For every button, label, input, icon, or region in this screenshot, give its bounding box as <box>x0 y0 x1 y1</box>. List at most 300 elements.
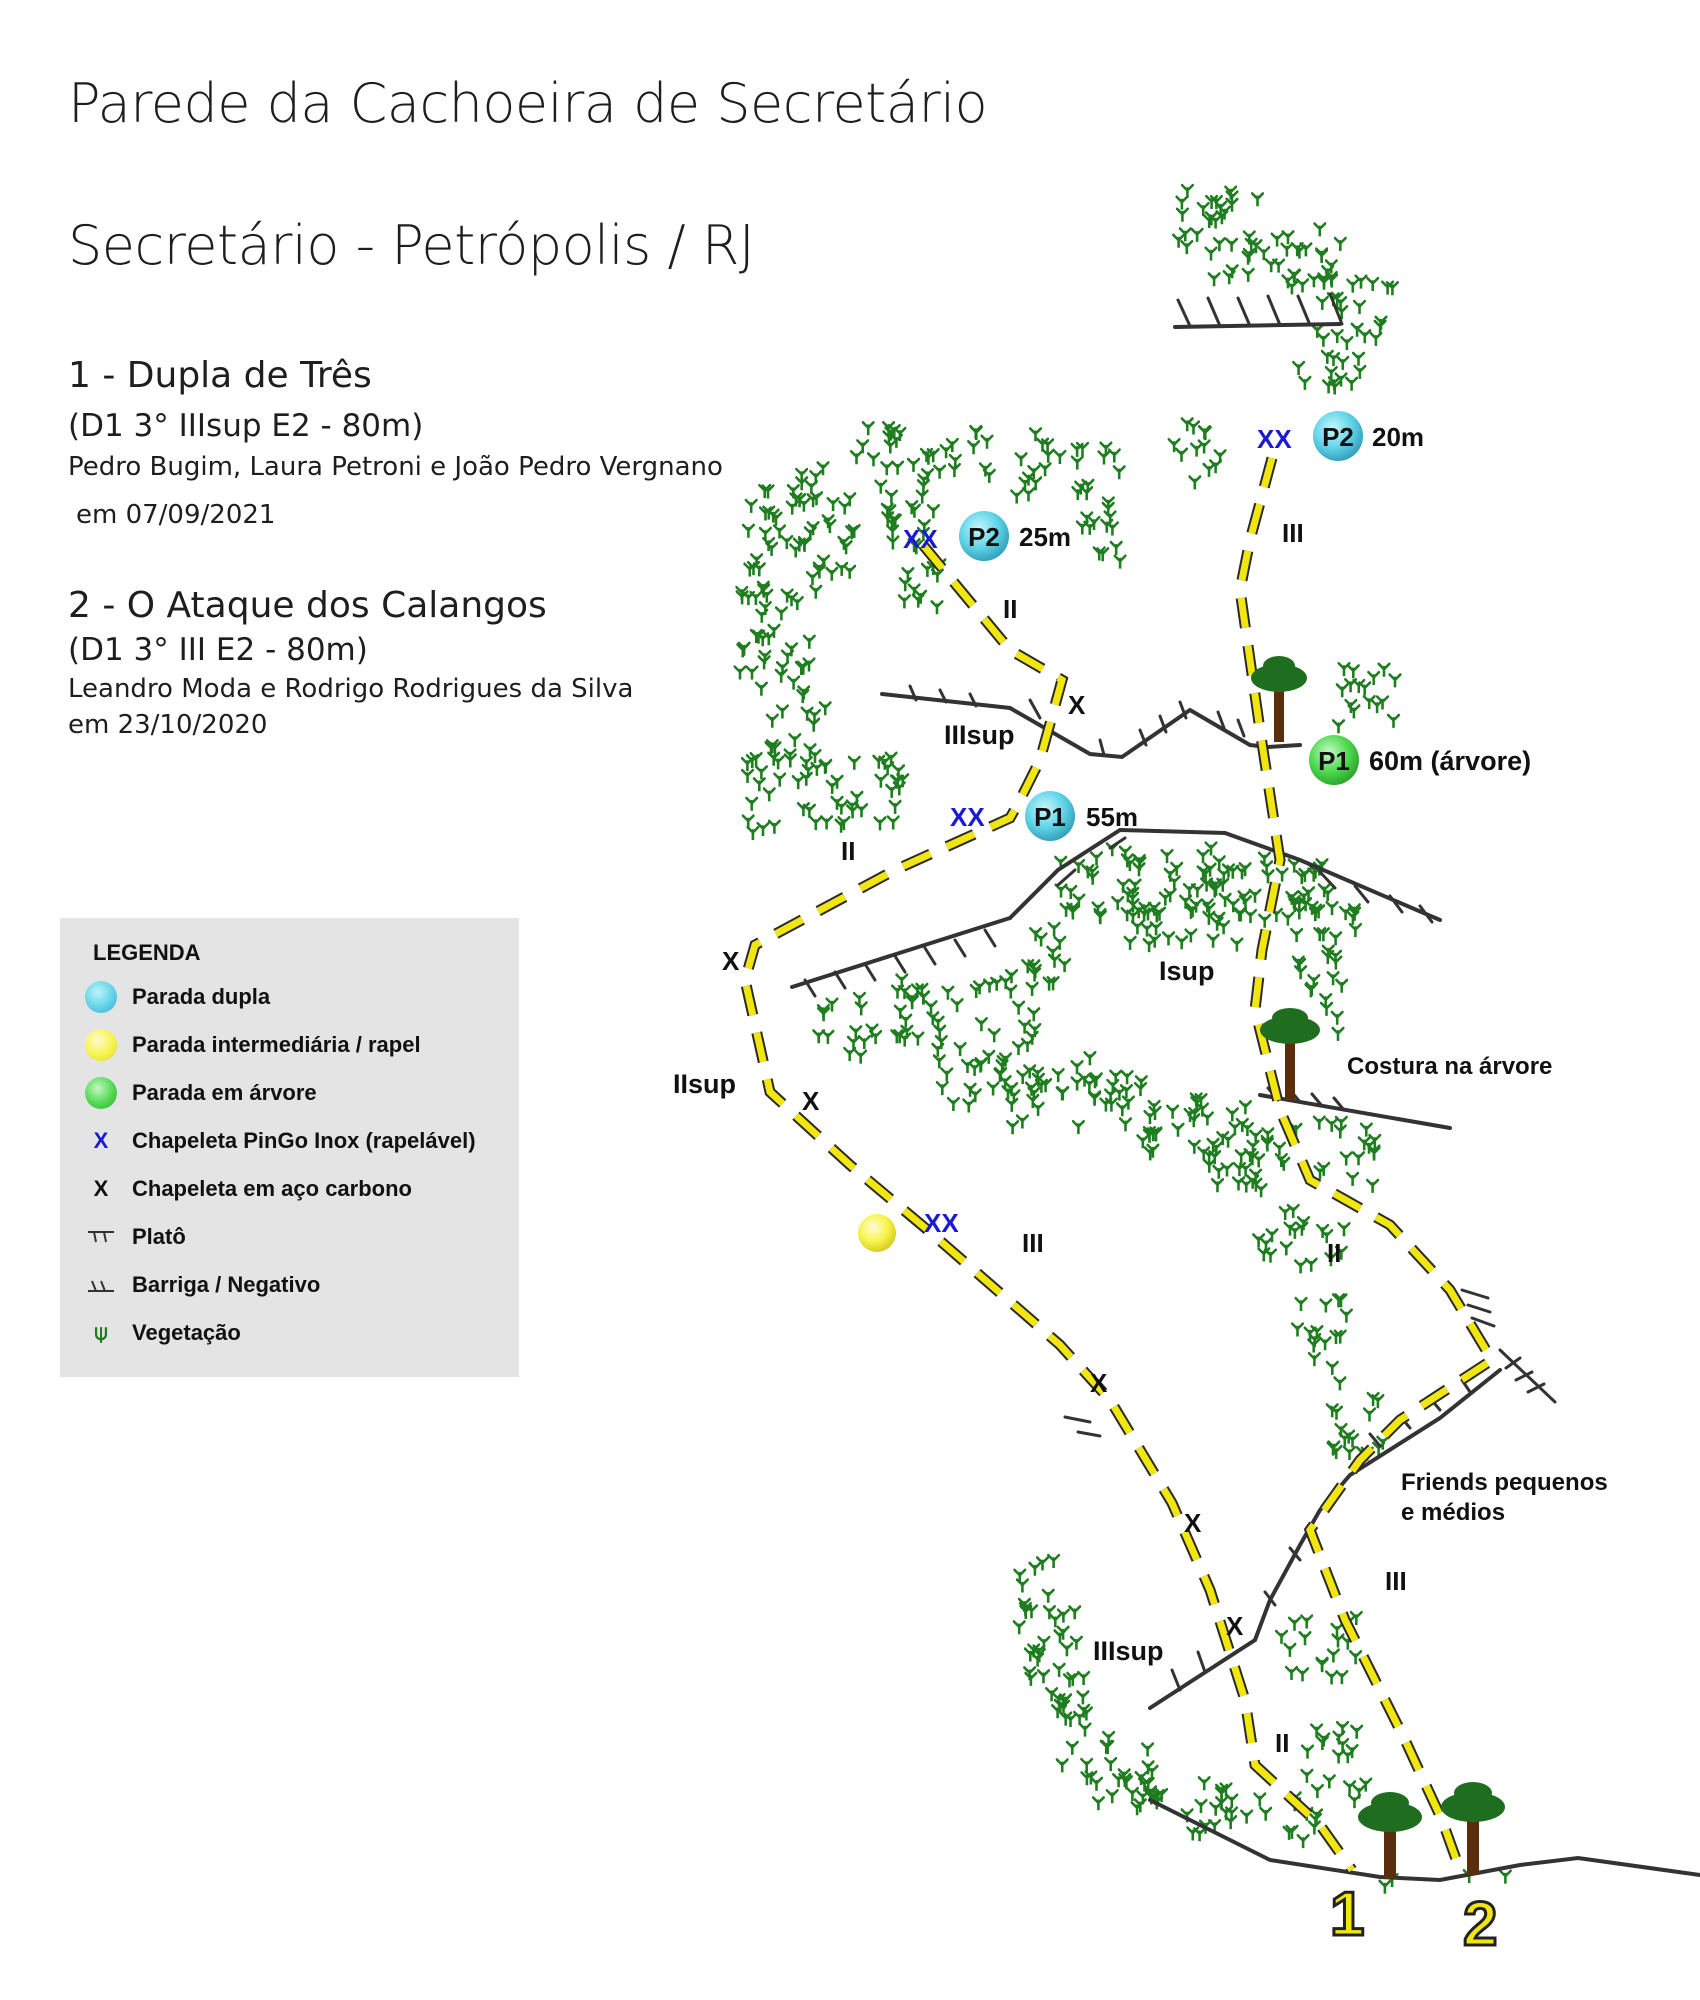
vegetation-icon <box>982 436 993 449</box>
station-r2-p1 <box>1309 735 1531 785</box>
vegetation-icon <box>849 757 860 770</box>
vegetation-icon <box>1132 922 1143 935</box>
vegetation-icon <box>1048 1555 1059 1568</box>
blue-bolt-icon: X <box>93 1128 109 1153</box>
vegetation-icon <box>1208 935 1219 948</box>
vegetation-icon <box>1281 1243 1292 1256</box>
vegetation-icon <box>1335 1378 1346 1391</box>
vegetation-icon <box>1030 478 1041 491</box>
vegetation-icon <box>1295 1261 1306 1274</box>
vegetation-icon <box>856 804 867 817</box>
station-tag: P2 <box>1322 422 1354 452</box>
vegetation-icon <box>1026 1673 1037 1686</box>
grade-label: III <box>1385 1566 1407 1596</box>
vegetation-icon <box>1177 209 1188 222</box>
vegetation-icon <box>1241 1180 1252 1193</box>
vegetation-icon <box>763 632 774 645</box>
route-2-name: 2 - O Ataque dos Calangos <box>68 585 547 626</box>
vegetation-icon <box>1289 1618 1300 1631</box>
vegetation-icon <box>1053 1069 1064 1082</box>
legend-label: Vegetação <box>132 1320 241 1345</box>
vegetation-icon <box>1243 269 1254 282</box>
vegetation-icon <box>1291 929 1302 942</box>
vegetation-icon <box>963 1100 974 1113</box>
legend-label: Chapeleta PinGo Inox (rapelável) <box>132 1128 476 1153</box>
vegetation-icon <box>1091 1778 1102 1791</box>
vegetation-icon <box>1115 556 1126 569</box>
vegetation-icon <box>1028 1008 1039 1021</box>
grade-label: Isup <box>1159 956 1215 986</box>
vegetation-icon <box>1367 278 1378 291</box>
vegetation-icon <box>1199 1777 1210 1790</box>
right-overhang-upper <box>1462 1290 1494 1326</box>
vegetation-icon <box>823 1031 834 1044</box>
station-length: 20m <box>1372 422 1425 452</box>
vegetation-icon <box>868 453 879 466</box>
vegetation-icon <box>1091 853 1102 866</box>
vegetation-icon <box>1057 1760 1068 1773</box>
vegetation-icon <box>876 775 887 788</box>
vegetation-icon <box>1011 491 1022 504</box>
vegetation-icon <box>1105 1758 1116 1771</box>
vegetation-icon <box>1336 980 1347 993</box>
vegetation-icon <box>1318 334 1329 347</box>
vegetation-icon <box>1348 665 1359 678</box>
vegetation-icon <box>1125 937 1136 950</box>
vegetation-icon <box>1309 1353 1320 1366</box>
vegetation-icon <box>1314 224 1325 237</box>
vegetation-icon <box>934 466 945 479</box>
vegetation-icon <box>1000 976 1011 989</box>
vegetation-icon <box>1344 1782 1355 1795</box>
vegetation-icon <box>841 541 852 554</box>
vegetation-icon <box>1196 1800 1207 1813</box>
vegetation-icon <box>1283 913 1294 926</box>
vegetation-icon <box>1049 955 1060 968</box>
vegetation-icon <box>1120 1119 1131 1132</box>
vegetation-icon <box>1342 337 1353 350</box>
vegetation-icon <box>988 1083 999 1096</box>
vegetation-icon <box>969 1063 980 1076</box>
vegetation-icon <box>875 481 886 494</box>
vegetation-icon <box>863 422 874 435</box>
vegetation-icon <box>1040 463 1051 476</box>
vegetation-icon <box>1236 1150 1247 1163</box>
vegetation-icon <box>781 536 792 549</box>
station-length: 25m <box>1019 522 1072 552</box>
vegetation-icon <box>1016 453 1027 466</box>
vegetation-icon <box>1122 1071 1133 1084</box>
vegetation-icon <box>907 996 918 1009</box>
vegetation-icon <box>1067 1742 1078 1755</box>
vegetation-icon <box>952 999 963 1012</box>
vegetation-icon <box>1087 872 1098 885</box>
vegetation-icon <box>1332 1012 1343 1025</box>
route-start-numbers <box>1330 1880 1497 1959</box>
vegetation-icon <box>1192 229 1203 242</box>
grade-label: III <box>1282 518 1304 548</box>
vegetation-icon <box>1056 885 1067 898</box>
vegetation-icon <box>948 1098 959 1111</box>
double-bolt-label: XX <box>903 524 938 554</box>
vegetation-icon <box>943 987 954 1000</box>
vegetation-icon <box>1348 912 1359 925</box>
vegetation-icon <box>857 440 868 453</box>
vegetation-icon <box>1353 353 1364 366</box>
vegetation-icon <box>1049 923 1060 936</box>
vegetation-icon <box>1341 1310 1352 1323</box>
vegetation-icon <box>1245 910 1256 923</box>
vegetation-icon <box>746 500 757 513</box>
route-2-climbers: Leandro Moda e Rodrigo Rodrigues da Silva <box>68 674 634 704</box>
vegetation-icon <box>1162 850 1173 863</box>
vegetation-icon <box>890 801 901 814</box>
vegetation-icon <box>1320 1337 1331 1350</box>
double-bolt-label: XX <box>950 802 985 832</box>
vegetation-icon: ⍦ <box>94 1320 108 1345</box>
legend-label: Barriga / Negativo <box>132 1272 321 1297</box>
vegetation-icon <box>1107 523 1118 536</box>
bolt-marker: X <box>1184 1508 1202 1538</box>
vegetation-icon <box>1030 1563 1041 1576</box>
vegetation-icon <box>1353 1152 1364 1165</box>
vegetation-icon <box>1285 1644 1296 1657</box>
vegetation-icon <box>1176 936 1187 949</box>
vegetation-icon <box>1298 1835 1309 1848</box>
vegetation-icon <box>1308 869 1319 882</box>
vegetation-icon <box>777 706 788 719</box>
vegetation-icon <box>1328 1650 1339 1663</box>
vegetation-icon <box>932 601 943 614</box>
vegetation-icon <box>1107 1790 1118 1803</box>
vegetation-icon <box>1226 239 1237 252</box>
vegetation-icon <box>1014 1621 1025 1634</box>
vegetation-icon <box>1324 1776 1335 1789</box>
vegetation-icon <box>1230 1123 1241 1136</box>
vegetation-icon <box>1013 1002 1024 1015</box>
vegetation-icon <box>1240 1101 1251 1114</box>
vegetation-icon <box>1113 1774 1124 1787</box>
vegetation-icon <box>1306 1259 1317 1272</box>
vegetation-icon <box>804 636 815 649</box>
vegetation-icon <box>776 608 787 621</box>
vegetation-icon <box>1198 850 1209 863</box>
vegetation-icon <box>1111 542 1122 555</box>
vegetation-icon <box>1054 1664 1065 1677</box>
vegetation-icon <box>747 667 758 680</box>
vegetation-icon <box>1288 1205 1299 1218</box>
vegetation-icon <box>1210 1803 1221 1816</box>
vegetation-icon <box>903 568 914 581</box>
vegetation-icon <box>1017 1580 1028 1593</box>
vegetation-icon <box>1280 1207 1291 1220</box>
vegetation-icon <box>776 670 787 683</box>
vegetation-icon <box>1333 720 1344 733</box>
vegetation-icon <box>1306 983 1317 996</box>
vegetation-icon <box>1242 1123 1253 1136</box>
vegetation-icon <box>1297 1669 1308 1682</box>
vegetation-icon <box>1341 1153 1352 1166</box>
vegetation-icon <box>1191 444 1202 457</box>
vegetation-icon <box>1068 907 1079 920</box>
vegetation-icon <box>1337 1671 1348 1684</box>
station-r1-p2 <box>903 511 1071 561</box>
route-2-start-number: 2 <box>1463 1890 1498 1959</box>
vegetation-icon <box>1330 933 1341 946</box>
vegetation-icon <box>810 817 821 830</box>
vegetation-icon <box>1347 280 1358 293</box>
vegetation-icon <box>875 818 886 831</box>
vegetation-icon <box>1335 238 1346 251</box>
vegetation-icon <box>1192 885 1203 898</box>
vegetation-icon <box>1295 966 1306 979</box>
vegetation-icon <box>1312 1785 1323 1798</box>
vegetation-icon <box>1296 1298 1307 1311</box>
vegetation-icon <box>1081 1759 1092 1772</box>
vegetation-icon <box>1023 489 1034 502</box>
route-1-start-number: 1 <box>1330 1880 1365 1949</box>
vegetation-icon <box>1346 378 1357 391</box>
vegetation-icon <box>836 563 847 576</box>
vegetation-icon <box>886 491 897 504</box>
vegetation-icon <box>1380 1881 1391 1894</box>
vegetation-icon <box>886 785 897 798</box>
right-overhang-lower <box>1500 1350 1555 1402</box>
bolt-marker: X <box>1068 690 1086 720</box>
route-1-name: 1 - Dupla de Três <box>68 355 372 396</box>
vegetation-icon <box>1026 1083 1037 1096</box>
vegetation-icon <box>1171 863 1182 876</box>
vegetation-icon <box>1114 466 1125 479</box>
grade-label: II <box>1327 1238 1342 1268</box>
bolt-marker: X <box>1226 1611 1244 1641</box>
friends-note-line-2: e médios <box>1401 1499 1506 1526</box>
vegetation-icon <box>818 1008 829 1021</box>
vegetation-icon <box>1253 1155 1264 1168</box>
vegetation-icon <box>793 776 804 789</box>
vegetation-icon <box>1062 1643 1073 1656</box>
page-subtitle: Secretário - Petrópolis / RJ <box>68 214 755 277</box>
vegetation-icon <box>928 505 939 518</box>
vegetation-icon <box>1364 1409 1375 1422</box>
vegetation-icon <box>804 805 815 818</box>
vegetation-icon <box>1099 452 1110 465</box>
legend-label: Platô <box>132 1224 186 1249</box>
vegetation-icon <box>1187 1828 1198 1841</box>
vegetation-icon <box>1328 353 1339 366</box>
lower-left-ledge <box>792 918 1010 987</box>
vegetation-icon <box>807 572 818 585</box>
vegetation-icon <box>810 586 821 599</box>
route-1-climbers: Pedro Bugim, Laura Petroni e João Pedro Vergnano <box>68 452 723 482</box>
vegetation-icon <box>1167 1106 1178 1119</box>
vegetation-icon <box>748 827 759 840</box>
vegetation-icon <box>826 568 837 581</box>
double-bolt-label: XX <box>1257 424 1292 454</box>
double-bolt-label: XX <box>924 1208 959 1238</box>
vegetation-icon <box>885 441 896 454</box>
vegetation-icon <box>1297 280 1308 293</box>
vegetation-icon <box>1206 248 1217 261</box>
vegetation-icon <box>1260 1808 1271 1821</box>
vegetation-icon <box>1206 843 1217 856</box>
vegetation-icon <box>1057 1087 1068 1100</box>
vegetation-icon <box>1109 450 1120 463</box>
vegetation-icon <box>1204 464 1215 477</box>
vegetation-icon <box>756 683 767 696</box>
vegetation-icon <box>1263 871 1274 884</box>
vegetation-icon <box>825 520 836 533</box>
vegetation-icon <box>1072 444 1083 457</box>
vegetation-icon <box>839 502 850 515</box>
trees <box>1251 656 1505 1878</box>
legend-label: Parada em árvore <box>132 1080 317 1105</box>
vegetation-icon <box>913 1033 924 1046</box>
notes <box>1347 1053 1608 1526</box>
vegetation-icon <box>1282 244 1293 257</box>
vegetation-icon <box>1218 921 1229 934</box>
vegetation-icon <box>851 451 862 464</box>
vegetation-icon <box>1050 1614 1061 1627</box>
route-1-date: em 07/09/2021 <box>76 500 276 530</box>
vegetation-icon <box>976 1018 987 1031</box>
grade-label: IIIsup <box>944 720 1015 750</box>
vegetation-icon <box>1144 939 1155 952</box>
vegetation-icon <box>1359 330 1370 343</box>
vegetation-icon <box>1339 1223 1350 1236</box>
vegetation-icon <box>1137 1135 1148 1148</box>
vegetation-icon <box>1006 1099 1017 1112</box>
vegetation-icon <box>1354 301 1365 314</box>
vegetation-icon <box>1032 1654 1043 1667</box>
vegetation-icon <box>852 792 863 805</box>
vegetation-icon <box>1213 1166 1224 1179</box>
vegetation-icon <box>1013 1042 1024 1055</box>
vegetation-icon <box>821 817 832 830</box>
bolt-marker: X <box>722 946 740 976</box>
vegetation-icon <box>881 462 892 475</box>
vegetation-icon <box>1347 1173 1358 1186</box>
vegetation-icon <box>1033 1103 1044 1116</box>
vegetation-icon <box>1142 1744 1153 1757</box>
vegetation-icon <box>1300 1632 1311 1645</box>
vegetation-icon <box>855 1051 866 1064</box>
vegetation-icon <box>1344 1447 1355 1460</box>
vegetation-icon <box>1500 1871 1511 1884</box>
vegetation-icon <box>888 537 899 550</box>
station-tag: P2 <box>968 522 1000 552</box>
vegetation-icon <box>1072 1078 1083 1091</box>
vegetation-icon <box>737 645 748 658</box>
vegetation-icon <box>1078 1692 1089 1705</box>
vegetation-icon <box>1372 700 1383 713</box>
vegetation-icon <box>1095 911 1106 924</box>
vegetation-icon <box>1134 863 1145 876</box>
grade-label: IIsup <box>673 1069 737 1099</box>
vegetation-icon <box>1314 1117 1325 1130</box>
vegetation-icon <box>934 1056 945 1069</box>
vegetation-icon <box>844 1048 855 1061</box>
vegetation-icon <box>1292 1324 1303 1337</box>
left-overhang-small <box>1065 1417 1100 1436</box>
vegetation-icon <box>1252 193 1263 206</box>
vegetation-icon <box>1327 1362 1338 1375</box>
route-2-date: em 23/10/2020 <box>68 710 268 740</box>
vegetation-icon <box>1254 1794 1265 1807</box>
vegetation-icon <box>1327 902 1338 915</box>
station-tag: P1 <box>1318 746 1350 776</box>
legend-title: LEGENDA <box>93 940 201 965</box>
vegetation-icon <box>1371 333 1382 346</box>
vegetation-icon <box>1265 1250 1276 1263</box>
vegetation-icon <box>767 715 778 728</box>
vegetation-icon <box>812 763 823 776</box>
vegetation-icon <box>1379 664 1390 677</box>
station-length: 60m (árvore) <box>1369 746 1532 776</box>
vegetation-icon <box>1293 362 1304 375</box>
vegetation-icon <box>1388 715 1399 728</box>
vegetation-icon <box>789 734 800 747</box>
vegetation-icon <box>1367 1180 1378 1193</box>
vegetation-icon <box>1188 422 1199 435</box>
vegetation-icon <box>1256 1184 1267 1197</box>
vegetation-icon <box>1073 1121 1084 1134</box>
vegetation-icon <box>1302 1770 1313 1783</box>
vegetation-icon <box>1078 1672 1089 1685</box>
vegetation-icon <box>1036 934 1047 947</box>
vegetation-icon <box>792 597 803 610</box>
vegetation-icon <box>1300 377 1311 390</box>
diagonal-crack <box>1150 1370 1500 1708</box>
vegetation-icon <box>1177 197 1188 210</box>
vegetation-icon <box>1005 986 1016 999</box>
vegetation-icon <box>1080 1724 1091 1737</box>
vegetation-icon <box>774 774 785 787</box>
vegetation-icon <box>1069 1606 1080 1619</box>
vegetation-icon <box>1333 1751 1344 1764</box>
grade-label: II <box>1003 594 1018 624</box>
station-r1-p1 <box>950 791 1138 841</box>
vegetation-icon <box>1202 1113 1213 1126</box>
vegetation-icon <box>1209 273 1220 286</box>
yellow-stop-icon <box>858 1214 896 1252</box>
vegetation-icon <box>1093 1797 1104 1810</box>
vegetation-icon <box>1250 1131 1261 1144</box>
legend-label: Parada dupla <box>132 984 271 1009</box>
vegetation-icon <box>989 1029 1000 1042</box>
vegetation-icon <box>1337 357 1348 370</box>
vegetation-icon <box>1390 675 1401 688</box>
vegetation-icon <box>1277 869 1288 882</box>
vegetation-icon <box>1072 1061 1083 1074</box>
vegetation-icon <box>1351 1726 1362 1739</box>
grade-label: IIIsup <box>1093 1636 1164 1666</box>
vegetation-icon <box>1276 1631 1287 1644</box>
vegetation-icon <box>1350 924 1361 937</box>
vegetation-icon <box>1259 915 1270 928</box>
vegetation-icon <box>1055 451 1066 464</box>
vegetation-icon <box>1117 1103 1128 1116</box>
vegetation-icon <box>769 821 780 834</box>
vegetation-icon <box>1182 185 1193 198</box>
vegetation-icon <box>764 789 775 802</box>
bolt-marker: X <box>1090 1368 1108 1398</box>
vegetation-icon <box>970 1089 981 1102</box>
vegetation-icon <box>899 596 910 609</box>
vegetation-icon <box>828 498 839 511</box>
vegetation-icon <box>1286 1667 1297 1680</box>
station-length: 55m <box>1086 802 1139 832</box>
